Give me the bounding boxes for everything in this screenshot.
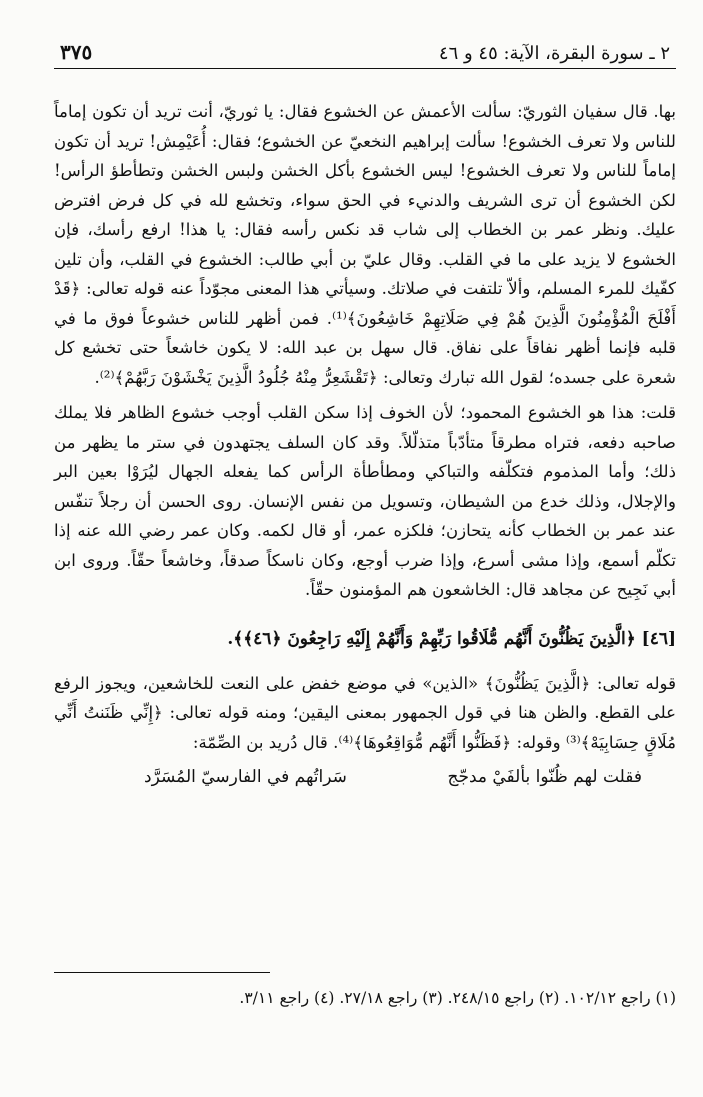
footnote-divider [54, 972, 270, 973]
poem-hemistich-first: فقلت لهم ظُنّوا بألفَيْ مدجّج [447, 767, 642, 787]
poem-hemistich-second: سَراتُهم في الفارسيّ المُسَرَّد [144, 767, 347, 787]
footnotes: (١) راجع ١٠٢/١٢. (٢) راجع ٢٤٨/١٥. (٣) راجع ٢٧/١٨. (٤) راجع ٣/١١. [239, 989, 676, 1007]
body-paragraph-2: قلت: هذا هو الخشوع المحمود؛ لأن الخوف إذا سكن القلب أوجب خشوع الظاهر فلا يملك صاحبه دفعه، فتراه مطرقاً متأدّباً متذلّلاً. وقد كان السلف يجتهدون في ستر ما يظهر من ذلك؛ وأما المذموم فتكلّفه والتباكي ومطأطأة الرأس كما يفعله الجهال ليُرَوْا بعين البر والإجلال، وذلك خدع من الشيطان، وتسويل من نفس الإنسان. روى الحسن أن رجلاً تنفّس عند عمر بن الخطاب كأنه يتحازن؛ فلكزه عمر، أو قال لكمه. وكان عمر رضي الله عنه إذا تكلّم أسمع، وإذا مشى أسرع، وإذا ضرب أوجع، وكان ناسكاً صدقاً، وخاشعاً حقّاً. وروى ابن أبي نَجِيح عن مجاهد قال: الخاشعون هم المؤمنون حقّاً. [54, 403, 676, 599]
page [54, 40, 676, 787]
body-paragraph-1: بها. قال سفيان الثوريّ: سألت الأعمش عن الخشوع فقال: يا ثوريّ، أنت تريد أن تكون إماماً للناس ولا تعرف الخشوع! سألت إبراهيم النخعيّ عن الخشوع؛ فقال: أُعَيْمِش! تريد أن تكون إماماً للناس ولا تعرف الخشوع! ليس الخشوع بأكل الخشن ولبس الخشن وتطأطؤ الرأس! لكن الخشوع أن ترى الشريف والدنيء في الحق سواء، وتخشع لله في كل فرض افترض عليك. ونظر عمر بن الخطاب إلى شاب قد نكس رأسه فقال: يا هذا! ارفع رأسك، فإن الخشوع لا يزيد على ما في القلب. وقال عليّ بن أبي طالب: الخشوع في القلب، وأن تلين كفّيك للمرء المسلم، وألاّ تلتفت في صلاتك. وسيأتي هذا المعنى مجوّداً عنه قوله تعالى: ﴿قَدْ أَفْلَحَ الْمُؤْمِنُونَ الَّذِينَ هُمْ فِي صَلَاتِهِمْ خَاشِعُونَ﴾⁽¹⁾. فمن أظهر للناس خشوعاً فوق ما في قلبه فإنما أظهر نفاقاً على نفاق. قال سهل بن عبد الله: لا يكون خاشعاً حتى تخشع كل شعرة على جسده؛ لقول الله تبارك وتعالى: ﴿تَقْشَعِرُّ مِنْهُ جُلُودُ الَّذِينَ يَخْشَوْنَ رَبَّهُمْ﴾⁽²⁾. [54, 102, 676, 387]
header-title: ٢ ـ سورة البقرة، الآية: ٤٥ و ٤٦ [438, 43, 670, 64]
poem-verse [54, 767, 676, 787]
running-header [54, 40, 676, 69]
page-number: ٣٧٥ [60, 40, 93, 64]
body-paragraph-3: قوله تعالى: ﴿الَّذِينَ يَظُنُّونَ﴾ «الذين» في موضع خفض على النعت للخاشعين، ويجوز الرفع على القطع. والظن هنا في قول الجمهور بمعنى اليقين؛ ومنه قوله تعالى: ﴿إِنِّي ظَنَنتُ أَنِّي مُلَاقٍ حِسَابِيَهْ﴾⁽³⁾ وقوله: ﴿فَظَنُّوا أَنَّهُم مُّوَاقِعُوهَا﴾⁽⁴⁾. قال دُريد بن الصِّمّة: [54, 673, 676, 752]
verse-heading: [٤٦] ﴿الَّذِينَ يَظُنُّونَ أَنَّهُم مُّلَاقُوا رَبِّهِمْ وَأَنَّهُمْ إِلَيْهِ رَاجِعُونَ ﴿٤٦﴾﴾. [227, 628, 676, 649]
